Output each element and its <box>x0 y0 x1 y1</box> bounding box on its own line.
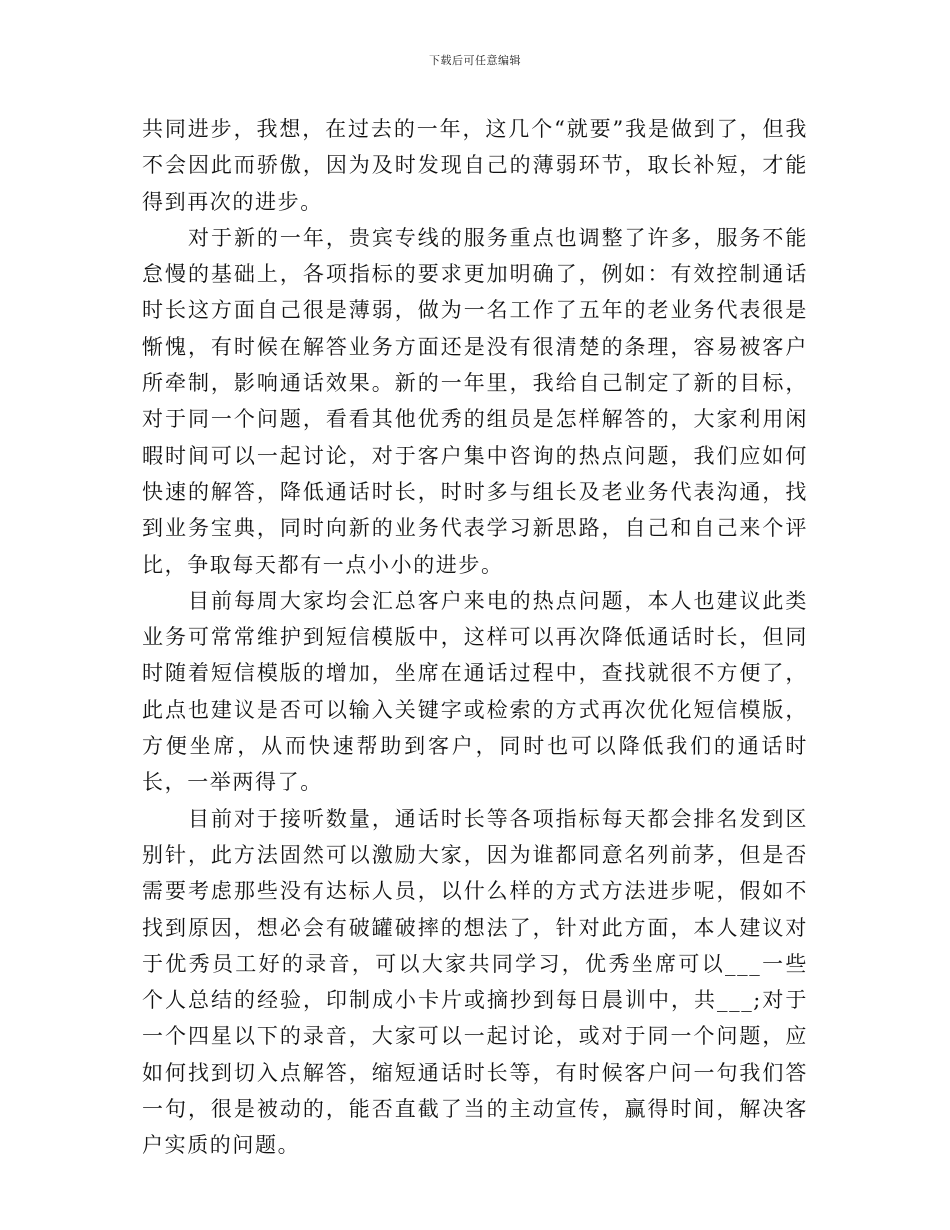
paragraph: 共同进步，我想，在过去的一年，这几个“就要”我是做到了，但我不会因此而骄傲，因为及时发现自己的薄弱环节，取长补短，才能得到再次的进步。 <box>142 117 808 214</box>
paragraph: 目前每周大家均会汇总客户来电的热点问题，本人也建议此类业务可常常维护到短信模版中，这样可以再次降低通话时长，但同时随着短信模版的增加，坐席在通话过程中，查找就很不方便了，此点也建议是否可以输入关键字或检索的方式再次优化短信模版，方便坐席，从而快速帮助到客户，同时也可以降低我们的通话时长，一举两得了。 <box>142 588 808 795</box>
document-body <box>142 111 808 1164</box>
page-header: 下载后可任意编辑 <box>429 54 521 67</box>
paragraph: 目前对于接听数量，通话时长等各项指标每天都会排名发到区别针，此方法固然可以激励大家，因为谁都同意名列前茅，但是否需要考虑那些没有达标人员，以什么样的方式方法进步呢，假如不找到原因，想必会有破罐破摔的想法了，针对此方面，本人建议对于优秀员工好的录音，可以大家共同学习，优秀坐席可以___一些个人总结的经验，印制成小卡片或摘抄到每日晨训中，共___;对于一个四星以下的录音，大家可以一起讨论，或对于同一个问题，应如何找到切入点解答，缩短通话时长等，有时候客户问一句我们答一句，很是被动的，能否直截了当的主动宣传，赢得时间，解决客户实质的问题。 <box>142 806 808 1158</box>
paragraph: 对于新的一年，贵宾专线的服务重点也调整了许多，服务不能怠慢的基础上，各项指标的要求更加明确了，例如：有效控制通话时长这方面自己很是薄弱，做为一名工作了五年的老业务代表很是惭愧，有时候在解答业务方面还是没有很清楚的条理，容易被客户所牵制，影响通话效果。新的一年里，我给自己制定了新的目标，对于同一个问题，看看其他优秀的组员是怎样解答的，大家利用闲暇时间可以一起讨论，对于客户集中咨询的热点问题，我们应如何快速的解答，降低通话时长，时时多与组长及老业务代表沟通，找到业务宝典，同时向新的业务代表学习新思路，自己和自己来个评比，争取每天都有一点小小的进步。 <box>142 225 808 577</box>
